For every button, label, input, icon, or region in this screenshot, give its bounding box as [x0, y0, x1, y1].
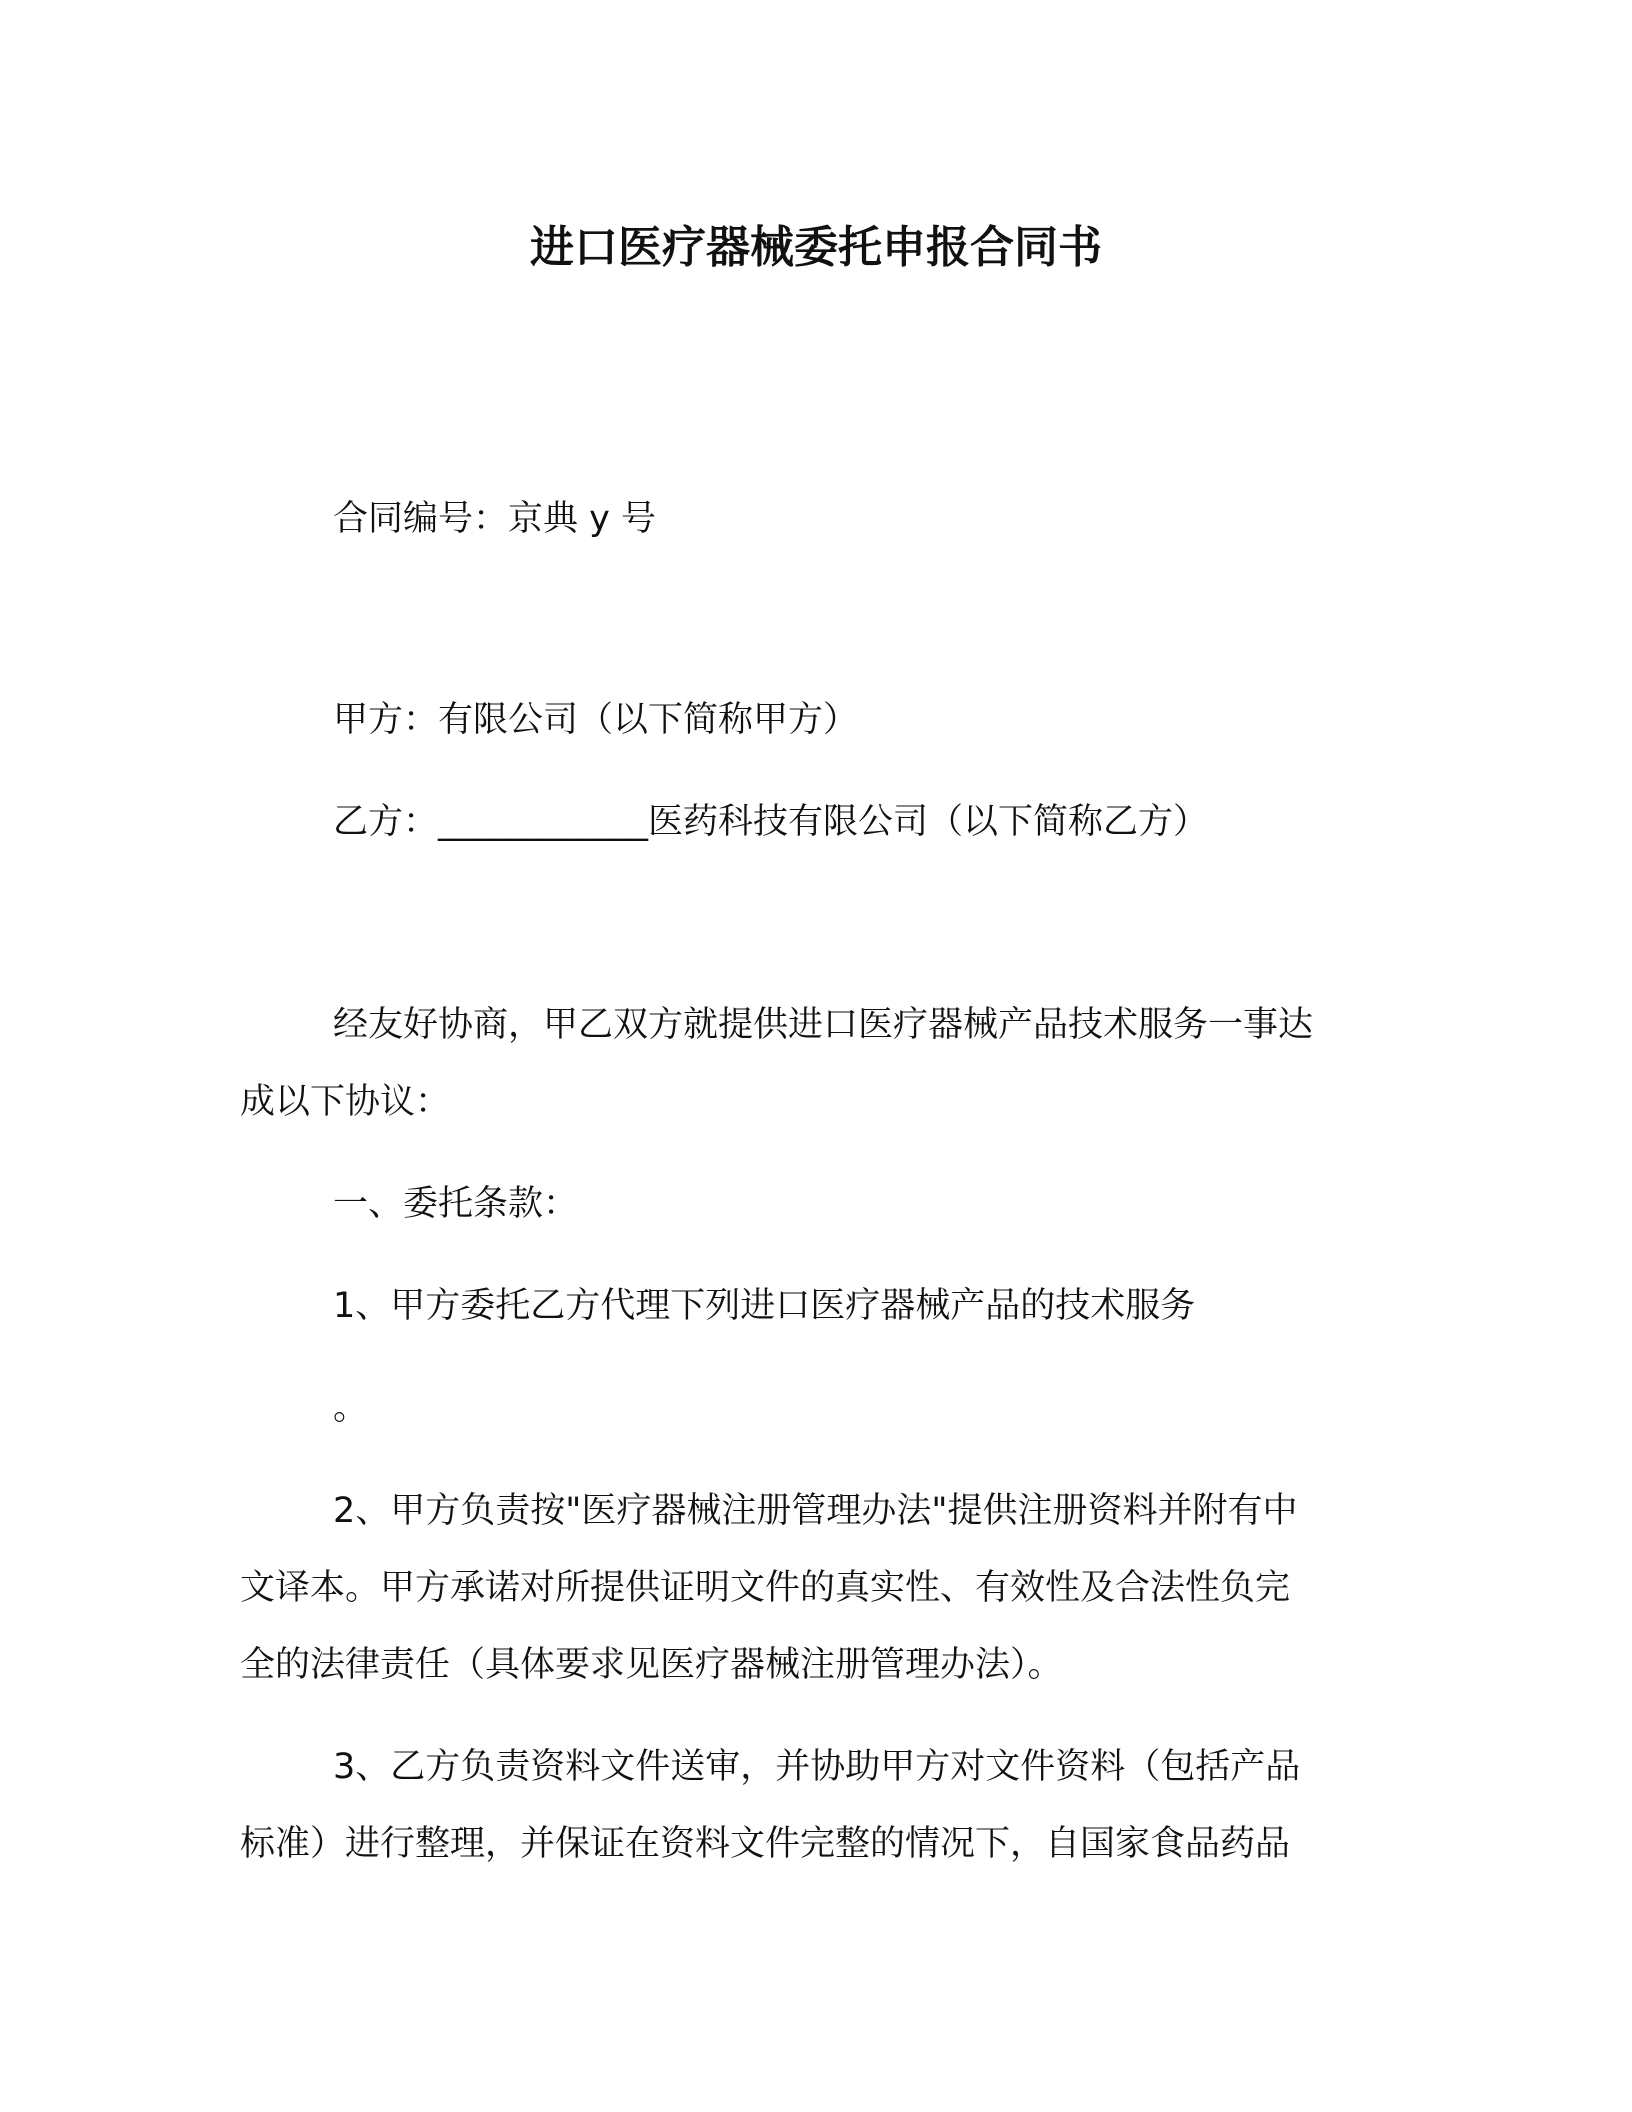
contract-number: 合同编号：京典 y 号	[333, 499, 656, 539]
party-b: 乙方：____________医药科技有限公司（以下简称乙方）	[333, 802, 1209, 842]
clause-2-line-3: 全的法律责任（具体要求见医疗器械注册管理办法）。	[240, 1645, 1063, 1685]
preamble-line-1: 经友好协商，甲乙双方就提供进口医疗器械产品技术服务一事达	[333, 1005, 1314, 1045]
party-a: 甲方：有限公司（以下简称甲方）	[333, 700, 859, 740]
clause-1-line-2: 。	[333, 1388, 369, 1428]
clause-2-line-2: 文译本。甲方承诺对所提供证明文件的真实性、有效性及合法性负完	[240, 1568, 1291, 1608]
clause-3-line-1: 3、乙方负责资料文件送审，并协助甲方对文件资料（包括产品	[333, 1747, 1301, 1787]
document-title: 进口医疗器械委托申报合同书	[530, 222, 1102, 273]
section-1-heading: 一、委托条款：	[333, 1184, 579, 1224]
clause-1-line-1: 1、甲方委托乙方代理下列进口医疗器械产品的技术服务	[333, 1286, 1196, 1326]
clause-2-line-1: 2、甲方负责按"医疗器械注册管理办法"提供注册资料并附有中	[333, 1491, 1298, 1531]
clause-3-line-2: 标准）进行整理，并保证在资料文件完整的情况下，自国家食品药品	[240, 1824, 1291, 1864]
preamble-line-2: 成以下协议：	[240, 1082, 451, 1122]
